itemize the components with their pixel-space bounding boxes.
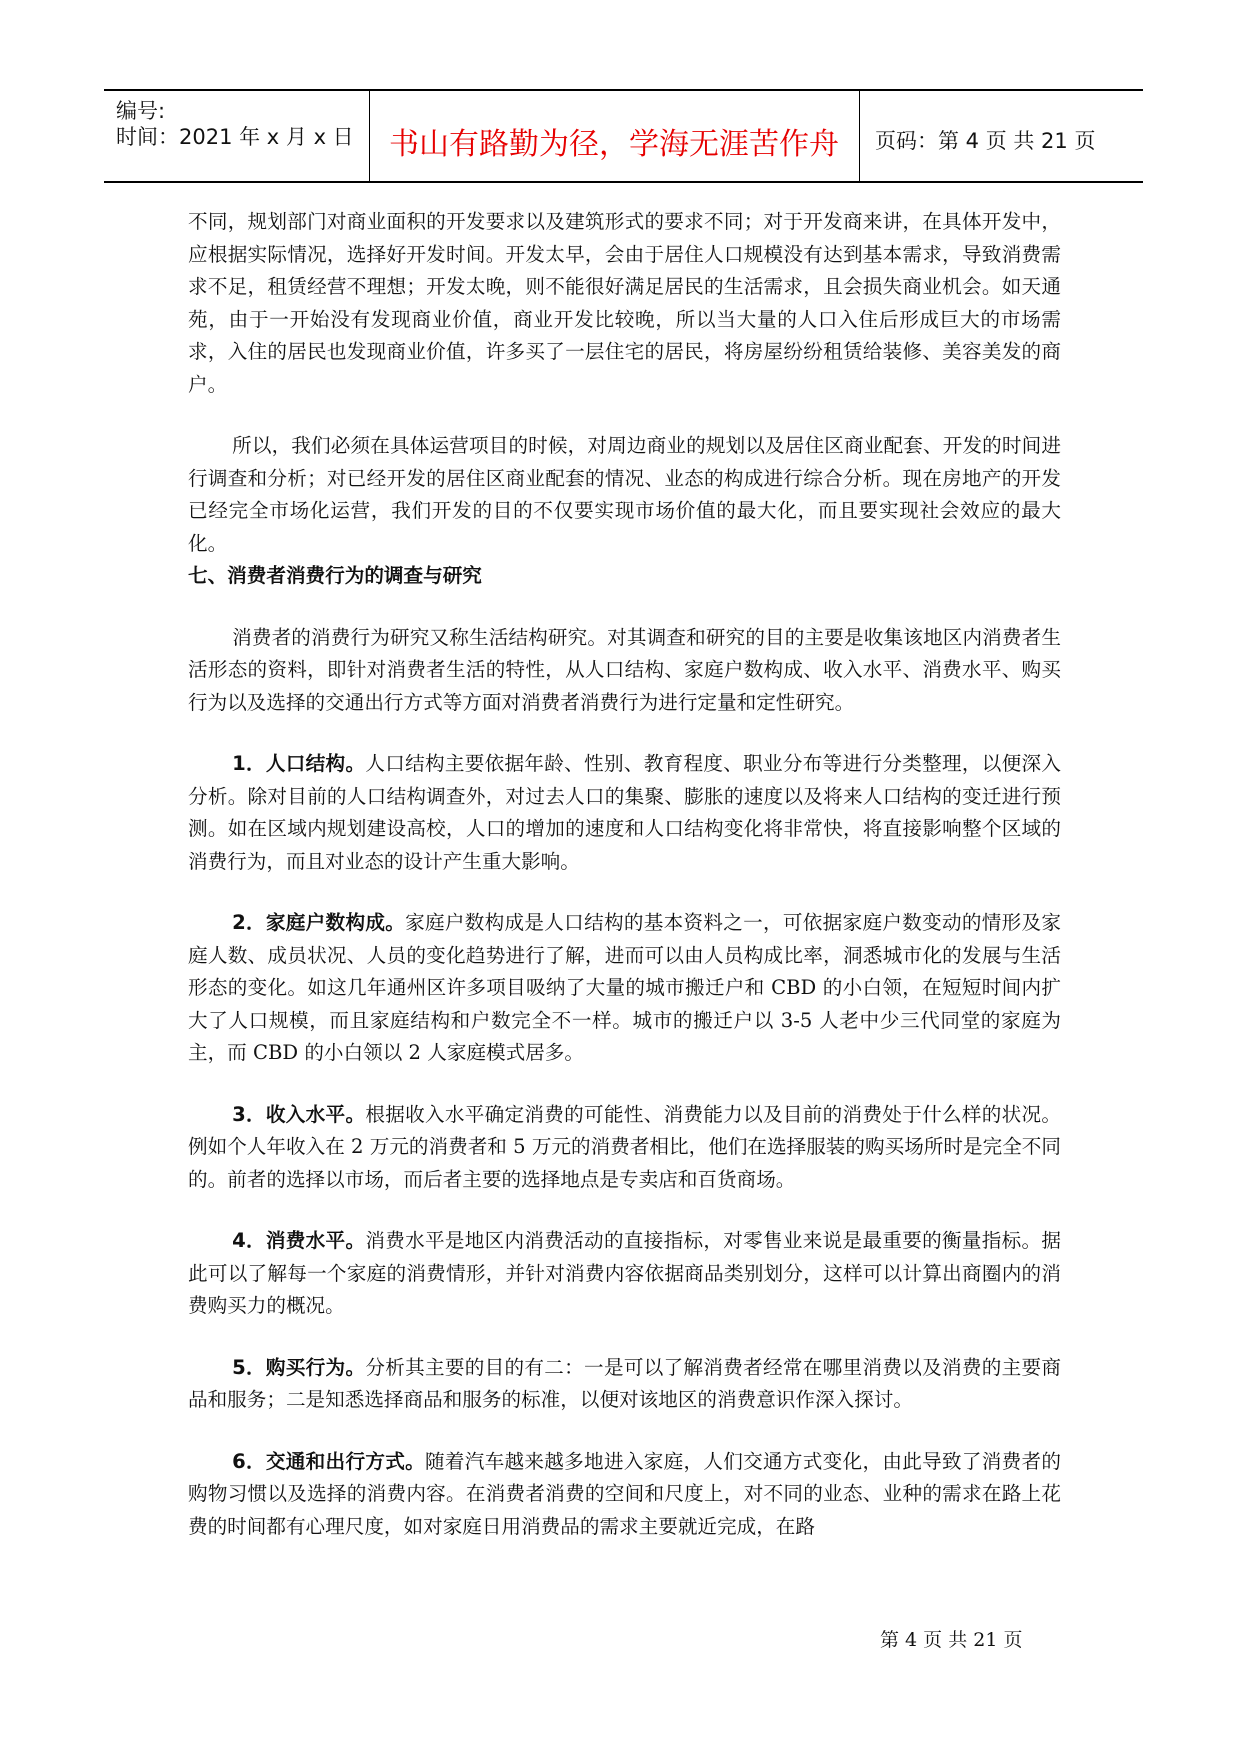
list-item-body: 人口结构主要依据年龄、性别、教育程度、职业分布等进行分类整理，以便深入分析。除对目前的人口结构调查外，对过去人口的集聚、膨胀的速度以及将来人口结构的变迁进行预测。如在区域内规划建设高校，人口的增加的速度和人口结构变化将非常快，将直接影响整个区域的消费行为，而且对业态的设计产生重大影响。 [188,752,1061,873]
header-motto: 书山有路勤为径，学海无涯苦作舟 [389,127,839,162]
header-page-info: 页码：第 4 页 共 21 页 [875,129,1096,153]
paragraph: 所以，我们必须在具体运营项目的时候，对周边商业的规划以及居住区商业配套、开发的时间进行调查和分析；对已经开发的居住区商业配套的情况、业态的构成进行综合分析。现在房地产的开发已经完全市场化运营，我们开发的目的不仅要实现市场价值的最大化，而且要实现社会效应的最大化。 [188,434,1061,555]
list-item-title: 6．交通和出行方式。 [232,1449,425,1473]
header-left-cell [104,91,370,181]
list-item [188,1352,1061,1417]
document-body [188,206,1061,1543]
number-label: 编号: [116,99,166,123]
list-item-title: 5．购买行为。 [232,1355,366,1379]
list-item-body: 分析其主要的目的有二：一是可以了解消费者经常在哪里消费以及消费的主要商品和服务；二是知悉选择商品和服务的标准，以便对该地区的消费意识作深入探讨。 [188,1355,1061,1411]
list-item-title: 4．消费水平。 [232,1229,366,1252]
list-item-body: 根据收入水平确定消费的可能性、消费能力以及目前的消费处于什么样的状况。例如个人年收入在 2 万元的消费者和 5 万元的消费者相比，他们在选择服装的购买场所时是完全不同的。前者的选择以市场，而后者主要的选择地点是专卖店和百货商场。 [188,1102,1061,1191]
header-right-cell [859,91,1143,181]
list-item-title: 3．收入水平。 [232,1102,366,1126]
document-header [104,89,1143,183]
list-item [188,907,1061,1070]
page-footer: 第 4 页 共 21 页 [880,1629,1023,1651]
paragraph: 消费者的消费行为研究又称生活结构研究。对其调查和研究的目的主要是收集该地区内消费者生活形态的资料，即针对消费者生活的特性，从人口结构、家庭户数构成、收入水平、消费水平、购买行为以及选择的交通出行方式等方面对消费者消费行为进行定量和定性研究。 [188,625,1061,714]
list-item [188,1099,1061,1197]
list-item-body: 消费水平是地区内消费活动的直接指标，对零售业来说是最重要的衡量指标。据此可以了解每一个家庭的消费情形，并针对消费内容依据商品类别划分，这样可以计算出商圈内的消费购买力的概况。 [188,1229,1061,1317]
section-heading: 七、消费者消费行为的调查与研究 [188,564,482,587]
time-label: 时间：2021 年 x 月 x 日 [116,125,354,149]
list-item-title: 2．家庭户数构成。 [232,911,406,934]
paragraph: 不同，规划部门对商业面积的开发要求以及建筑形式的要求不同；对于开发商来讲，在具体开发中，应根据实际情况，选择好开发时间。开发太早，会由于居住人口规模没有达到基本需求，导致消费需求不足，租赁经营不理想；开发太晚，则不能很好满足居民的生活需求，且会损失商业机会。如天通苑，由于一开始没有发现商业价值，商业开发比较晚，所以当大量的人口入住后形成巨大的市场需求，入住的居民也发现商业价值，许多买了一层住宅的居民，将房屋纷纷租赁给装修、美容美发的商户。 [188,210,1061,396]
list-item [188,1225,1061,1323]
list-item-body: 随着汽车越来越多地进入家庭，人们交通方式变化，由此导致了消费者的购物习惯以及选择的消费内容。在消费者消费的空间和尺度上，对不同的业态、业种的需求在路上花费的时间都有心理尺度，如对家庭日用消费品的需求主要就近完成，在路 [188,1449,1061,1538]
header-middle-cell [369,91,860,181]
list-item [188,1446,1061,1544]
list-item-body: 家庭户数构成是人口结构的基本资料之一，可依据家庭户数变动的情形及家庭人数、成员状况、人员的变化趋势进行了解，进而可以由人员构成比率，洞悉城市化的发展与生活形态的变化。如这几年通州区许多项目吸纳了大量的城市搬迁户和 CBD 的小白领，在短短时间内扩大了人口规模，而且家庭结构和户数完全不一样。城市的搬迁户以 3-5 人老中少三代同堂的家庭为主，而 CBD 的小白领以 2 人家庭模式居多。 [188,911,1062,1064]
list-item [188,748,1061,878]
list-item-title: 1．人口结构。 [232,752,366,775]
